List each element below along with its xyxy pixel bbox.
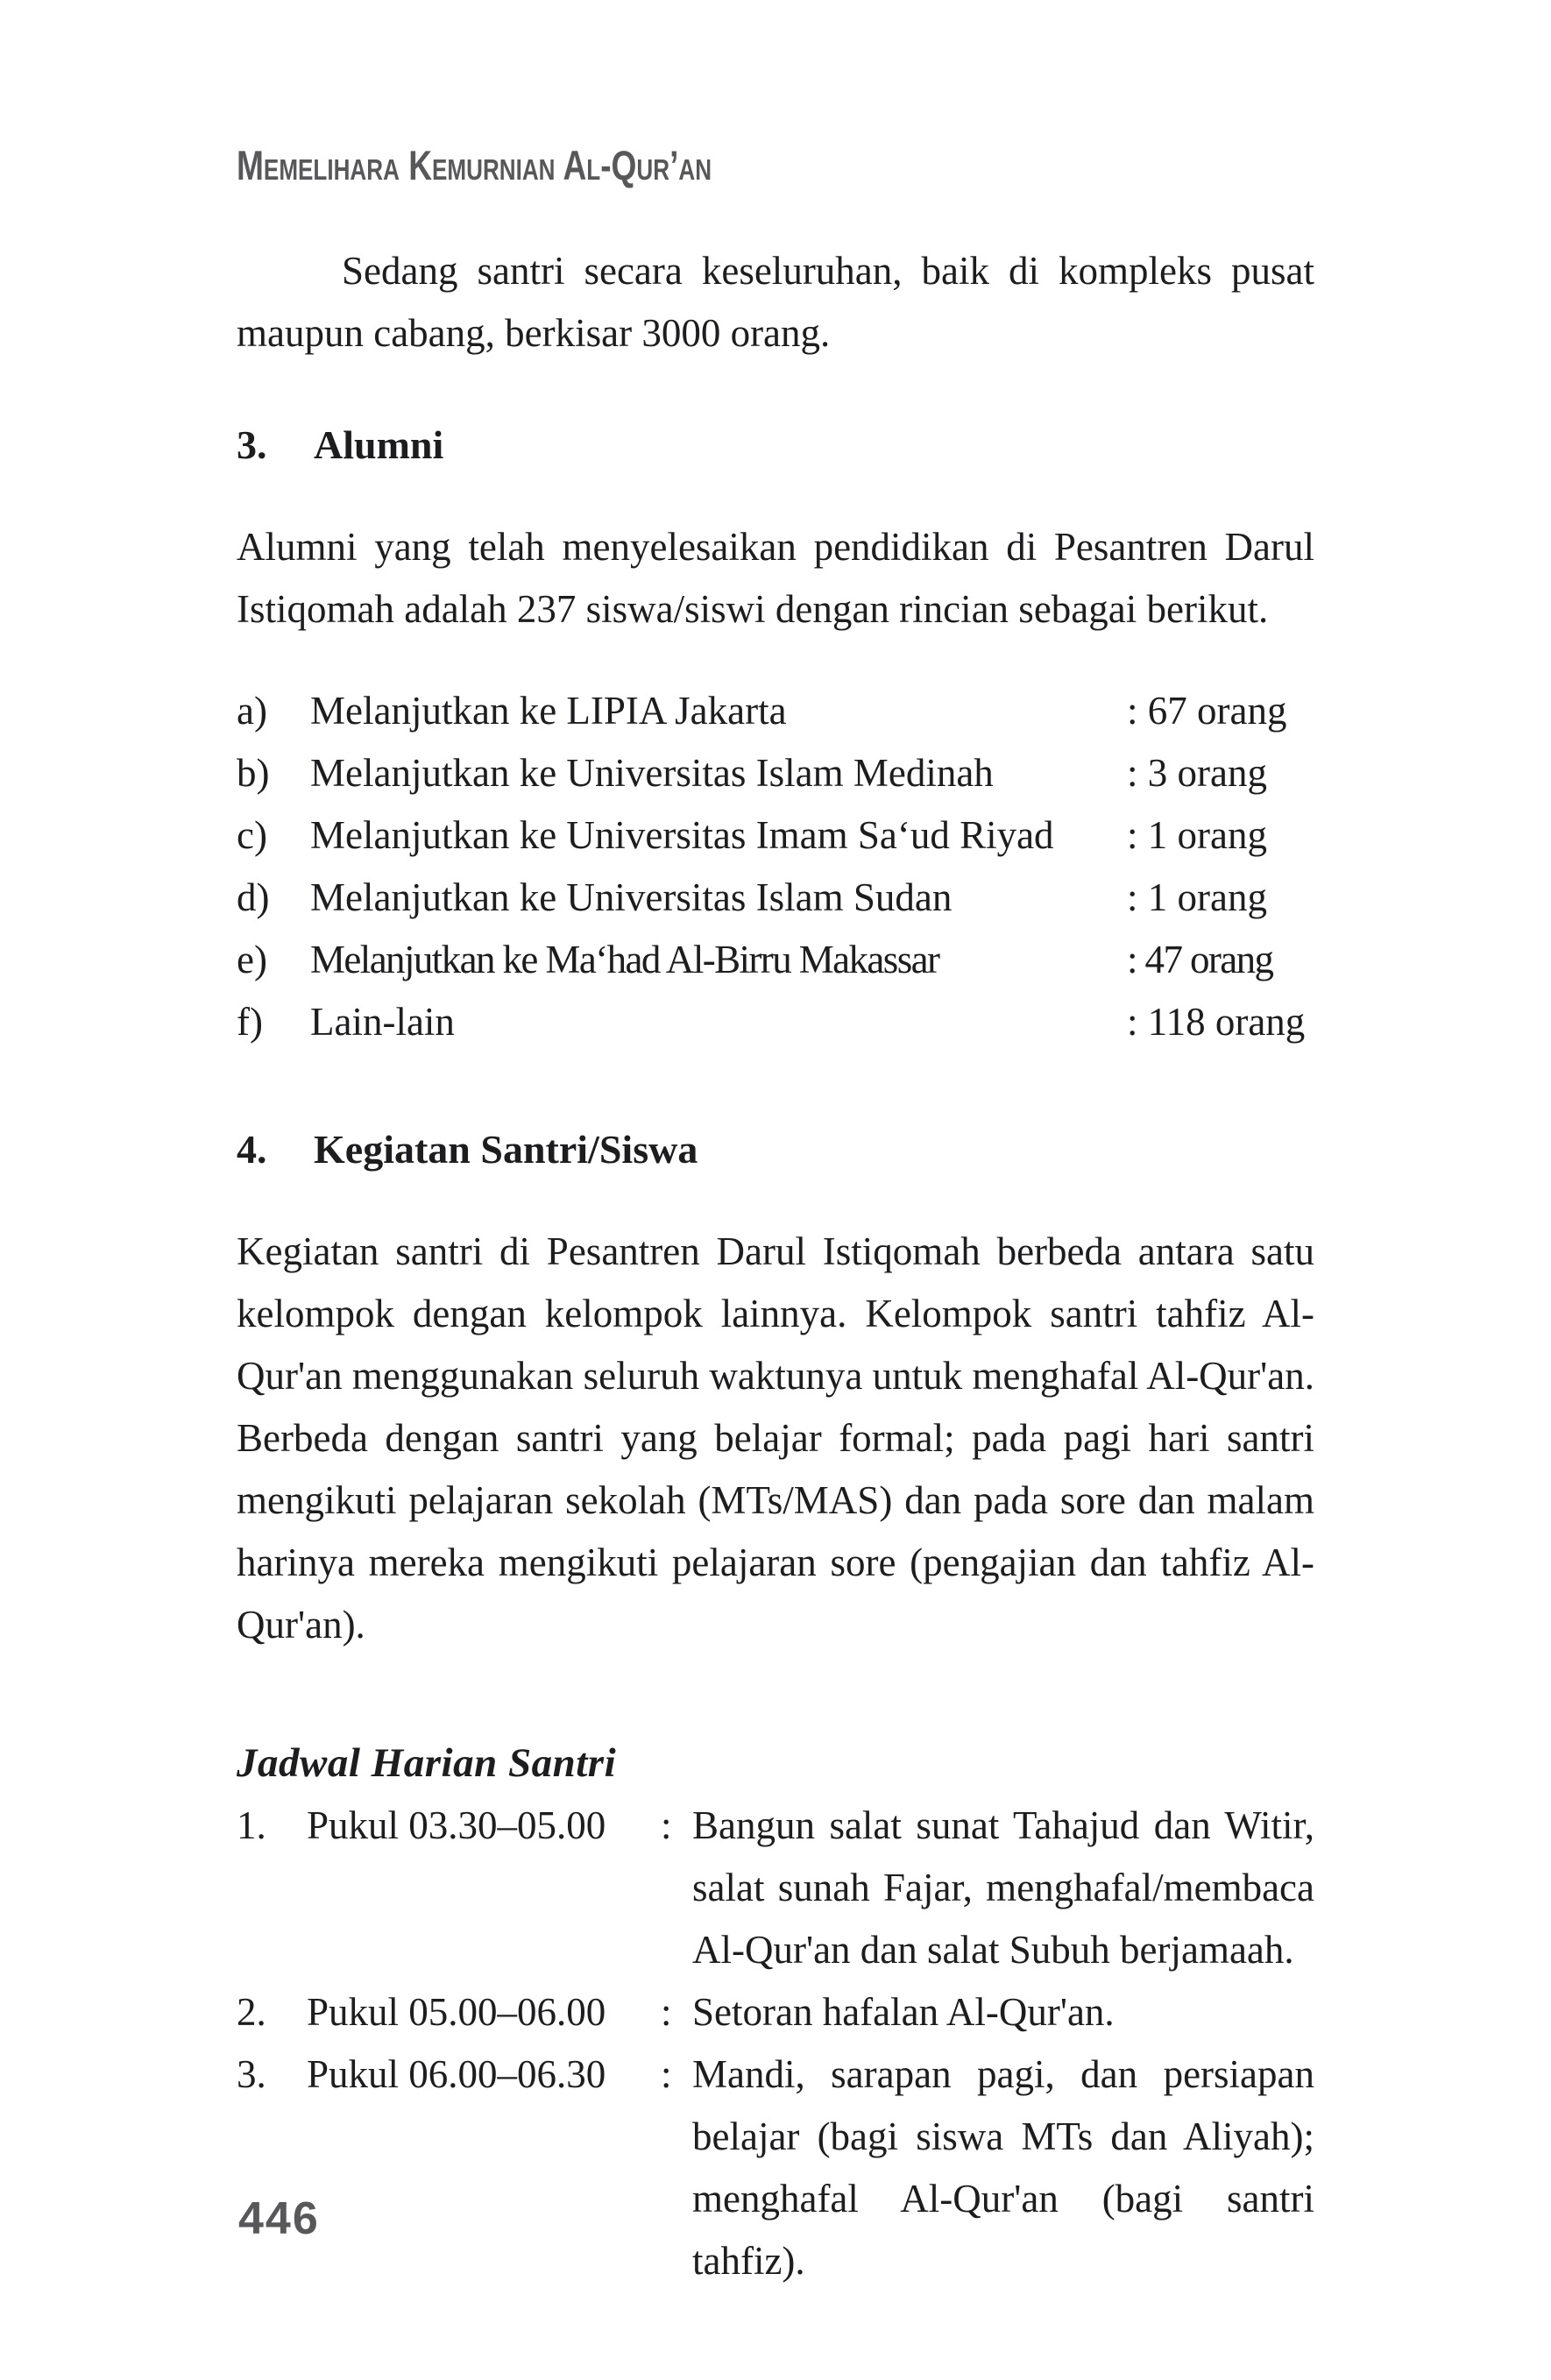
list-item-text: Melanjutkan ke Ma‘had Al-Birru Makassar: [310, 938, 939, 981]
running-head: Memelihara Kemurnian Al-Qur’an: [237, 142, 712, 188]
list-item-marker: c): [237, 813, 267, 857]
list-item-text: Lain-lain: [310, 1000, 455, 1044]
list-item-text: Melanjutkan ke Universitas Islam Medinah: [310, 751, 994, 795]
section-number: 4.: [237, 1127, 267, 1172]
list-item-value: : 118 orang: [1127, 1000, 1306, 1044]
list-item: [237, 680, 1314, 742]
section-heading-alumni: [237, 414, 1314, 477]
alumni-list: [237, 680, 1314, 1053]
schedule-number: 2.: [237, 1990, 266, 2034]
list-item-marker: a): [237, 689, 267, 733]
list-item-value: : 47 orang: [1127, 938, 1273, 981]
page-number: 446: [238, 2193, 320, 2244]
section-heading-kegiatan: [237, 1118, 1314, 1181]
list-item-value: : 3 orang: [1127, 751, 1267, 795]
list-item: [237, 742, 1314, 804]
schedule-description: Setoran hafalan Al-Qur'an.: [692, 1990, 1115, 2034]
list-item-text: Melanjutkan ke Universitas Islam Sudan: [310, 875, 953, 919]
schedule-row: [237, 2044, 1314, 2292]
list-item-marker: b): [237, 751, 270, 795]
schedule-colon: :: [661, 1803, 672, 1847]
list-item: [237, 867, 1314, 929]
intro-paragraph: Sedang santri secara keseluruhan, baik di kompleks pusat maupun cabang, berkisar 3000 orang.: [237, 249, 1314, 355]
list-item: [237, 929, 1314, 991]
list-item-value: : 67 orang: [1127, 689, 1287, 733]
schedule-description: Bangun salat sunat Tahajud dan Witir, salat sunah Fajar, menghafal/membaca Al-Qur'an dan salat Subuh berjamaah.: [692, 1803, 1314, 1972]
schedule-row: [237, 1981, 1314, 2044]
schedule-time: Pukul 06.00–06.30: [307, 2052, 606, 2096]
jadwal-list: [237, 1795, 1314, 2292]
alumni-paragraph: Alumni yang telah menyelesaikan pendidikan di Pesantren Darul Istiqomah adalah 237 siswa/siswi dengan rincian sebagai berikut.: [237, 525, 1314, 631]
schedule-number: 1.: [237, 1803, 266, 1847]
list-item-value: : 1 orang: [1127, 813, 1267, 857]
list-item-marker: e): [237, 938, 267, 981]
list-item: [237, 804, 1314, 867]
jadwal-heading: Jadwal Harian Santri: [237, 1740, 617, 1786]
schedule-time: Pukul 03.30–05.00: [307, 1803, 606, 1847]
list-item-text: Melanjutkan ke Universitas Imam Sa‘ud Riyad: [310, 813, 1054, 857]
schedule-time: Pukul 05.00–06.00: [307, 1990, 606, 2034]
list-item-marker: f): [237, 1000, 263, 1044]
list-item-marker: d): [237, 875, 270, 919]
schedule-colon: :: [661, 2052, 672, 2096]
list-item-value: : 1 orang: [1127, 875, 1267, 919]
list-item: [237, 991, 1314, 1053]
section-title: Kegiatan Santri/Siswa: [314, 1127, 698, 1172]
schedule-row: [237, 1795, 1314, 1981]
section-title: Alumni: [314, 422, 444, 467]
list-item-text: Melanjutkan ke LIPIA Jakarta: [310, 689, 787, 733]
schedule-number: 3.: [237, 2052, 266, 2096]
schedule-colon: :: [661, 1990, 672, 2034]
schedule-description: Mandi, sarapan pagi, dan persiapan belajar (bagi siswa MTs dan Aliyah); menghafal Al-Qur'an (bagi santri tahfiz).: [692, 2052, 1314, 2283]
text-column: [237, 0, 1314, 2292]
kegiatan-paragraph: Kegiatan santri di Pesantren Darul Istiqomah berbeda antara satu kelompok dengan kelompok lainnya. Kelompok santri tahfiz Al-Qur'an menggunakan seluruh waktunya untuk menghafal Al-Qur'an. Berbeda dengan santri yang belajar formal; pada pagi hari santri mengikuti pelajaran sekolah (MTs/MAS) dan pada sore dan malam harinya mereka mengikuti pelajaran sore (pengajian dan tahfiz Al-Qur'an).: [237, 1229, 1314, 1647]
section-number: 3.: [237, 422, 267, 467]
